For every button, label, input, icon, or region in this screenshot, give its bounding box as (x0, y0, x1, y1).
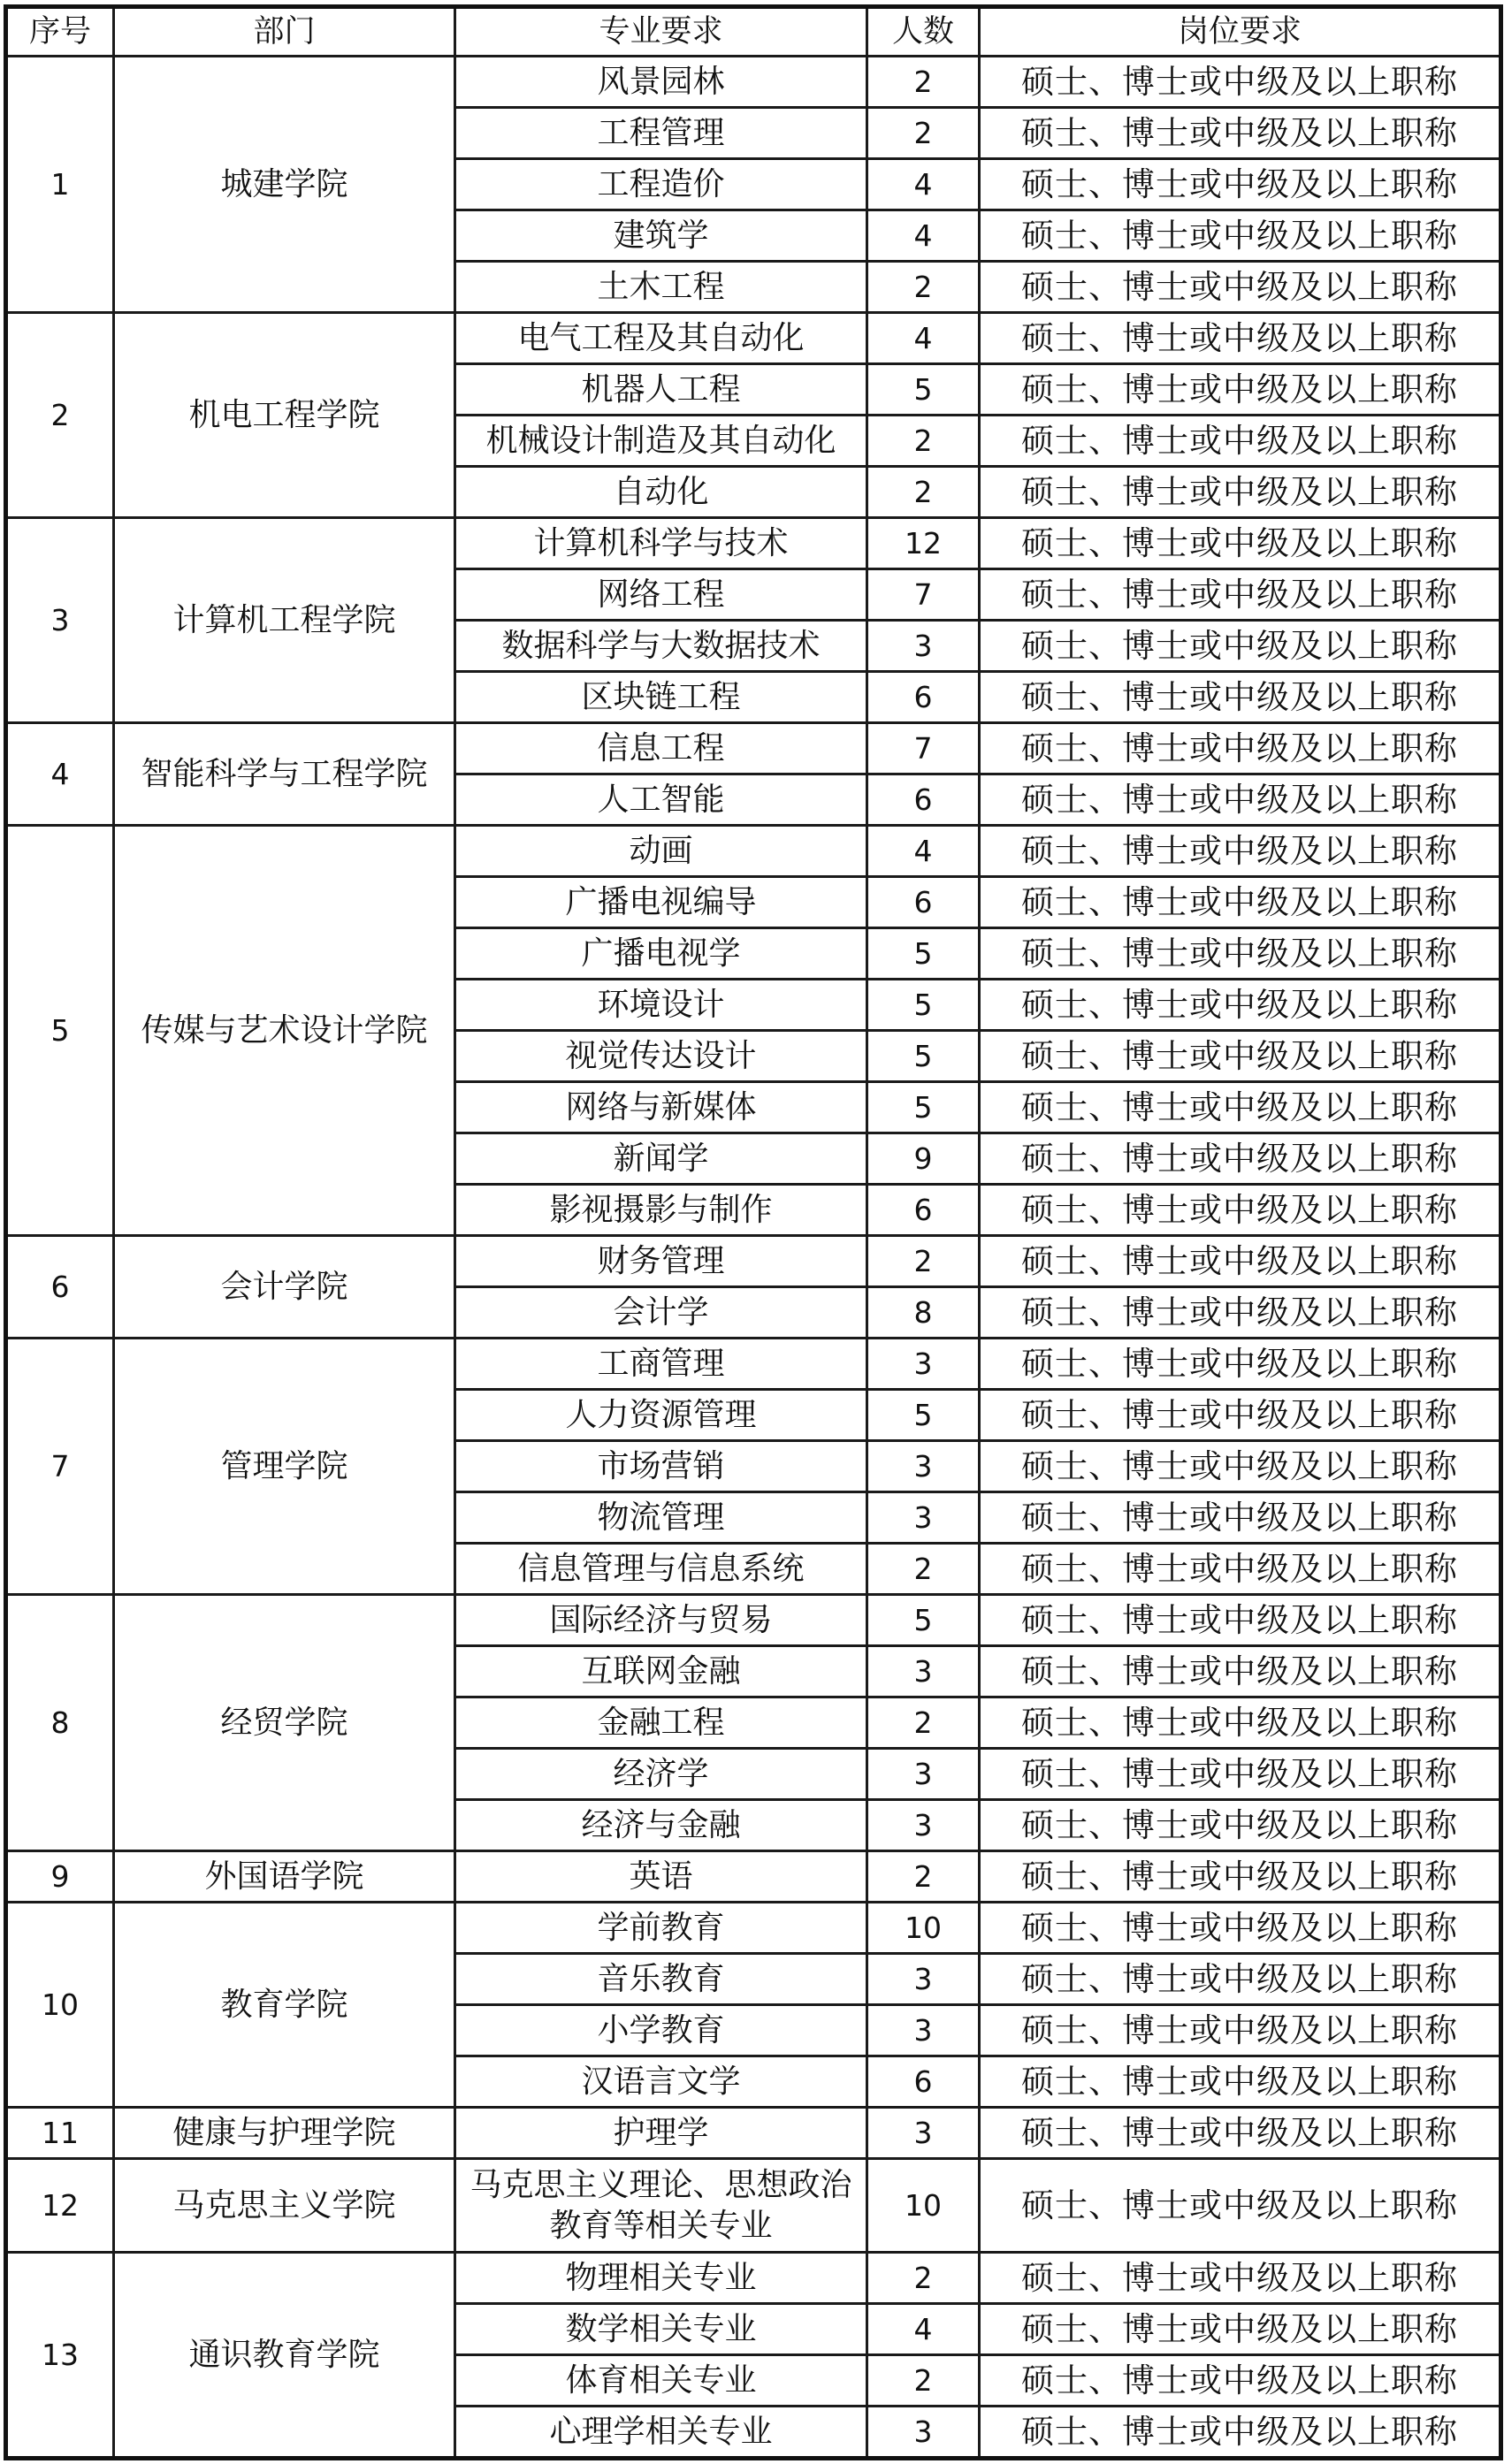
dept-cell: 健康与护理学院 (114, 2108, 455, 2159)
count-cell: 3 (867, 1492, 980, 1544)
major-cell: 信息工程 (455, 723, 867, 774)
dept-cell: 外国语学院 (114, 1851, 455, 1903)
seq-cell: 11 (6, 2108, 114, 2159)
seq-cell: 13 (6, 2253, 114, 2459)
table-header (6, 7, 1501, 57)
dept-cell: 马克思主义学院 (114, 2159, 455, 2253)
requirement-cell: 硕士、博士或中级及以上职称 (980, 2407, 1501, 2459)
count-cell: 3 (867, 621, 980, 672)
count-cell: 2 (867, 1851, 980, 1903)
requirement-cell: 硕士、博士或中级及以上职称 (980, 2108, 1501, 2159)
major-cell: 网络与新媒体 (455, 1082, 867, 1133)
count-cell: 5 (867, 364, 980, 416)
requirement-cell: 硕士、博士或中级及以上职称 (980, 210, 1501, 262)
major-cell: 工程造价 (455, 159, 867, 210)
major-cell: 影视摄影与制作 (455, 1185, 867, 1236)
table-row (6, 2159, 1501, 2253)
dept-cell: 通识教育学院 (114, 2253, 455, 2459)
major-cell: 风景园林 (455, 57, 867, 108)
requirement-cell: 硕士、博士或中级及以上职称 (980, 774, 1501, 826)
count-cell: 2 (867, 467, 980, 518)
major-cell: 物理相关专业 (455, 2253, 867, 2304)
count-cell: 9 (867, 1133, 980, 1185)
count-cell: 5 (867, 1595, 980, 1646)
major-cell: 物流管理 (455, 1492, 867, 1544)
table-row (6, 826, 1501, 877)
major-cell: 工商管理 (455, 1339, 867, 1390)
requirement-cell: 硕士、博士或中级及以上职称 (980, 1185, 1501, 1236)
dept-cell: 城建学院 (114, 57, 455, 313)
major-cell: 机械设计制造及其自动化 (455, 416, 867, 467)
requirement-cell: 硕士、博士或中级及以上职称 (980, 1287, 1501, 1339)
dept-cell: 会计学院 (114, 1236, 455, 1339)
major-cell: 新闻学 (455, 1133, 867, 1185)
count-cell: 6 (867, 672, 980, 723)
major-cell: 数据科学与大数据技术 (455, 621, 867, 672)
seq-cell: 5 (6, 826, 114, 1236)
dept-cell: 机电工程学院 (114, 313, 455, 518)
requirement-cell: 硕士、博士或中级及以上职称 (980, 672, 1501, 723)
table-row (6, 1903, 1501, 1954)
dept-cell: 教育学院 (114, 1903, 455, 2108)
count-cell: 3 (867, 1339, 980, 1390)
requirement-cell: 硕士、博士或中级及以上职称 (980, 2005, 1501, 2056)
major-cell: 金融工程 (455, 1697, 867, 1749)
count-cell: 2 (867, 2355, 980, 2407)
major-cell: 计算机科学与技术 (455, 518, 867, 569)
seq-cell: 9 (6, 1851, 114, 1903)
count-cell: 4 (867, 210, 980, 262)
count-cell: 8 (867, 1287, 980, 1339)
count-cell: 3 (867, 1646, 980, 1697)
count-cell: 3 (867, 2108, 980, 2159)
requirement-cell: 硕士、博士或中级及以上职称 (980, 2355, 1501, 2407)
major-cell: 会计学 (455, 1287, 867, 1339)
count-cell: 6 (867, 1185, 980, 1236)
major-cell: 学前教育 (455, 1903, 867, 1954)
requirement-cell: 硕士、博士或中级及以上职称 (980, 1544, 1501, 1595)
requirement-cell: 硕士、博士或中级及以上职称 (980, 826, 1501, 877)
major-cell: 马克思主义理论、思想政治教育等相关专业 (455, 2159, 867, 2253)
requirement-cell: 硕士、博士或中级及以上职称 (980, 1082, 1501, 1133)
dept-cell: 传媒与艺术设计学院 (114, 826, 455, 1236)
requirement-cell: 硕士、博士或中级及以上职称 (980, 159, 1501, 210)
requirement-cell: 硕士、博士或中级及以上职称 (980, 1697, 1501, 1749)
seq-cell: 1 (6, 57, 114, 313)
count-cell: 6 (867, 2056, 980, 2108)
major-cell: 机器人工程 (455, 364, 867, 416)
major-cell: 电气工程及其自动化 (455, 313, 867, 364)
header-requirement: 岗位要求 (980, 7, 1501, 57)
requirement-cell: 硕士、博士或中级及以上职称 (980, 2159, 1501, 2253)
seq-cell: 8 (6, 1595, 114, 1851)
count-cell: 10 (867, 1903, 980, 1954)
header-row (6, 7, 1501, 57)
seq-cell: 2 (6, 313, 114, 518)
count-cell: 4 (867, 313, 980, 364)
requirement-cell: 硕士、博士或中级及以上职称 (980, 1133, 1501, 1185)
count-cell: 5 (867, 928, 980, 980)
requirement-cell: 硕士、博士或中级及以上职称 (980, 1339, 1501, 1390)
requirement-cell: 硕士、博士或中级及以上职称 (980, 980, 1501, 1031)
major-cell: 护理学 (455, 2108, 867, 2159)
requirement-cell: 硕士、博士或中级及以上职称 (980, 2253, 1501, 2304)
seq-cell: 4 (6, 723, 114, 826)
count-cell: 2 (867, 1236, 980, 1287)
count-cell: 7 (867, 723, 980, 774)
requirement-cell: 硕士、博士或中级及以上职称 (980, 928, 1501, 980)
requirement-cell: 硕士、博士或中级及以上职称 (980, 2056, 1501, 2108)
requirement-cell: 硕士、博士或中级及以上职称 (980, 1236, 1501, 1287)
seq-cell: 3 (6, 518, 114, 723)
requirement-cell: 硕士、博士或中级及以上职称 (980, 1031, 1501, 1082)
table-row (6, 313, 1501, 364)
requirement-cell: 硕士、博士或中级及以上职称 (980, 262, 1501, 313)
recruitment-table (4, 4, 1503, 2460)
requirement-cell: 硕士、博士或中级及以上职称 (980, 416, 1501, 467)
major-cell: 区块链工程 (455, 672, 867, 723)
major-cell: 市场营销 (455, 1441, 867, 1492)
major-cell: 网络工程 (455, 569, 867, 621)
major-cell: 广播电视编导 (455, 877, 867, 928)
seq-cell: 6 (6, 1236, 114, 1339)
requirement-cell: 硕士、博士或中级及以上职称 (980, 2304, 1501, 2355)
requirement-cell: 硕士、博士或中级及以上职称 (980, 877, 1501, 928)
requirement-cell: 硕士、博士或中级及以上职称 (980, 1800, 1501, 1851)
major-cell: 财务管理 (455, 1236, 867, 1287)
dept-cell: 管理学院 (114, 1339, 455, 1595)
major-cell: 视觉传达设计 (455, 1031, 867, 1082)
requirement-cell: 硕士、博士或中级及以上职称 (980, 1390, 1501, 1441)
requirement-cell: 硕士、博士或中级及以上职称 (980, 313, 1501, 364)
count-cell: 12 (867, 518, 980, 569)
major-cell: 汉语言文学 (455, 2056, 867, 2108)
table-row (6, 1595, 1501, 1646)
count-cell: 2 (867, 416, 980, 467)
requirement-cell: 硕士、博士或中级及以上职称 (980, 723, 1501, 774)
major-cell: 互联网金融 (455, 1646, 867, 1697)
count-cell: 6 (867, 774, 980, 826)
header-count: 人数 (867, 7, 980, 57)
requirement-cell: 硕士、博士或中级及以上职称 (980, 1749, 1501, 1800)
count-cell: 10 (867, 2159, 980, 2253)
count-cell: 3 (867, 1800, 980, 1851)
requirement-cell: 硕士、博士或中级及以上职称 (980, 1903, 1501, 1954)
table-row (6, 1851, 1501, 1903)
major-cell: 数学相关专业 (455, 2304, 867, 2355)
major-cell: 国际经济与贸易 (455, 1595, 867, 1646)
major-cell: 建筑学 (455, 210, 867, 262)
count-cell: 3 (867, 2407, 980, 2459)
major-cell: 经济学 (455, 1749, 867, 1800)
major-cell: 体育相关专业 (455, 2355, 867, 2407)
count-cell: 4 (867, 2304, 980, 2355)
seq-cell: 7 (6, 1339, 114, 1595)
requirement-cell: 硕士、博士或中级及以上职称 (980, 1851, 1501, 1903)
major-cell: 环境设计 (455, 980, 867, 1031)
requirement-cell: 硕士、博士或中级及以上职称 (980, 467, 1501, 518)
count-cell: 3 (867, 1954, 980, 2005)
major-cell: 自动化 (455, 467, 867, 518)
major-cell: 土木工程 (455, 262, 867, 313)
requirement-cell: 硕士、博士或中级及以上职称 (980, 1954, 1501, 2005)
count-cell: 7 (867, 569, 980, 621)
count-cell: 6 (867, 877, 980, 928)
requirement-cell: 硕士、博士或中级及以上职称 (980, 108, 1501, 159)
major-cell: 英语 (455, 1851, 867, 1903)
requirement-cell: 硕士、博士或中级及以上职称 (980, 621, 1501, 672)
table-body (6, 57, 1501, 2459)
major-cell: 心理学相关专业 (455, 2407, 867, 2459)
count-cell: 2 (867, 262, 980, 313)
count-cell: 2 (867, 57, 980, 108)
count-cell: 4 (867, 159, 980, 210)
major-cell: 工程管理 (455, 108, 867, 159)
major-cell: 广播电视学 (455, 928, 867, 980)
requirement-cell: 硕士、博士或中级及以上职称 (980, 1595, 1501, 1646)
table-row (6, 57, 1501, 108)
major-cell: 信息管理与信息系统 (455, 1544, 867, 1595)
header-dept: 部门 (114, 7, 455, 57)
dept-cell: 经贸学院 (114, 1595, 455, 1851)
table-row (6, 1339, 1501, 1390)
requirement-cell: 硕士、博士或中级及以上职称 (980, 1441, 1501, 1492)
count-cell: 4 (867, 826, 980, 877)
major-cell: 音乐教育 (455, 1954, 867, 2005)
count-cell: 2 (867, 2253, 980, 2304)
table-row (6, 2253, 1501, 2304)
major-cell: 人力资源管理 (455, 1390, 867, 1441)
count-cell: 3 (867, 1441, 980, 1492)
requirement-cell: 硕士、博士或中级及以上职称 (980, 518, 1501, 569)
count-cell: 2 (867, 108, 980, 159)
requirement-cell: 硕士、博士或中级及以上职称 (980, 1492, 1501, 1544)
count-cell: 5 (867, 1390, 980, 1441)
major-cell: 小学教育 (455, 2005, 867, 2056)
table-row (6, 2108, 1501, 2159)
seq-cell: 12 (6, 2159, 114, 2253)
count-cell: 5 (867, 980, 980, 1031)
requirement-cell: 硕士、博士或中级及以上职称 (980, 1646, 1501, 1697)
count-cell: 5 (867, 1031, 980, 1082)
count-cell: 2 (867, 1544, 980, 1595)
table-row (6, 723, 1501, 774)
count-cell: 5 (867, 1082, 980, 1133)
dept-cell: 智能科学与工程学院 (114, 723, 455, 826)
count-cell: 3 (867, 1749, 980, 1800)
header-seq: 序号 (6, 7, 114, 57)
table-row (6, 1236, 1501, 1287)
major-cell: 人工智能 (455, 774, 867, 826)
major-cell: 经济与金融 (455, 1800, 867, 1851)
major-cell: 动画 (455, 826, 867, 877)
count-cell: 2 (867, 1697, 980, 1749)
dept-cell: 计算机工程学院 (114, 518, 455, 723)
table-row (6, 518, 1501, 569)
requirement-cell: 硕士、博士或中级及以上职称 (980, 57, 1501, 108)
count-cell: 3 (867, 2005, 980, 2056)
requirement-cell: 硕士、博士或中级及以上职称 (980, 364, 1501, 416)
header-major: 专业要求 (455, 7, 867, 57)
seq-cell: 10 (6, 1903, 114, 2108)
requirement-cell: 硕士、博士或中级及以上职称 (980, 569, 1501, 621)
